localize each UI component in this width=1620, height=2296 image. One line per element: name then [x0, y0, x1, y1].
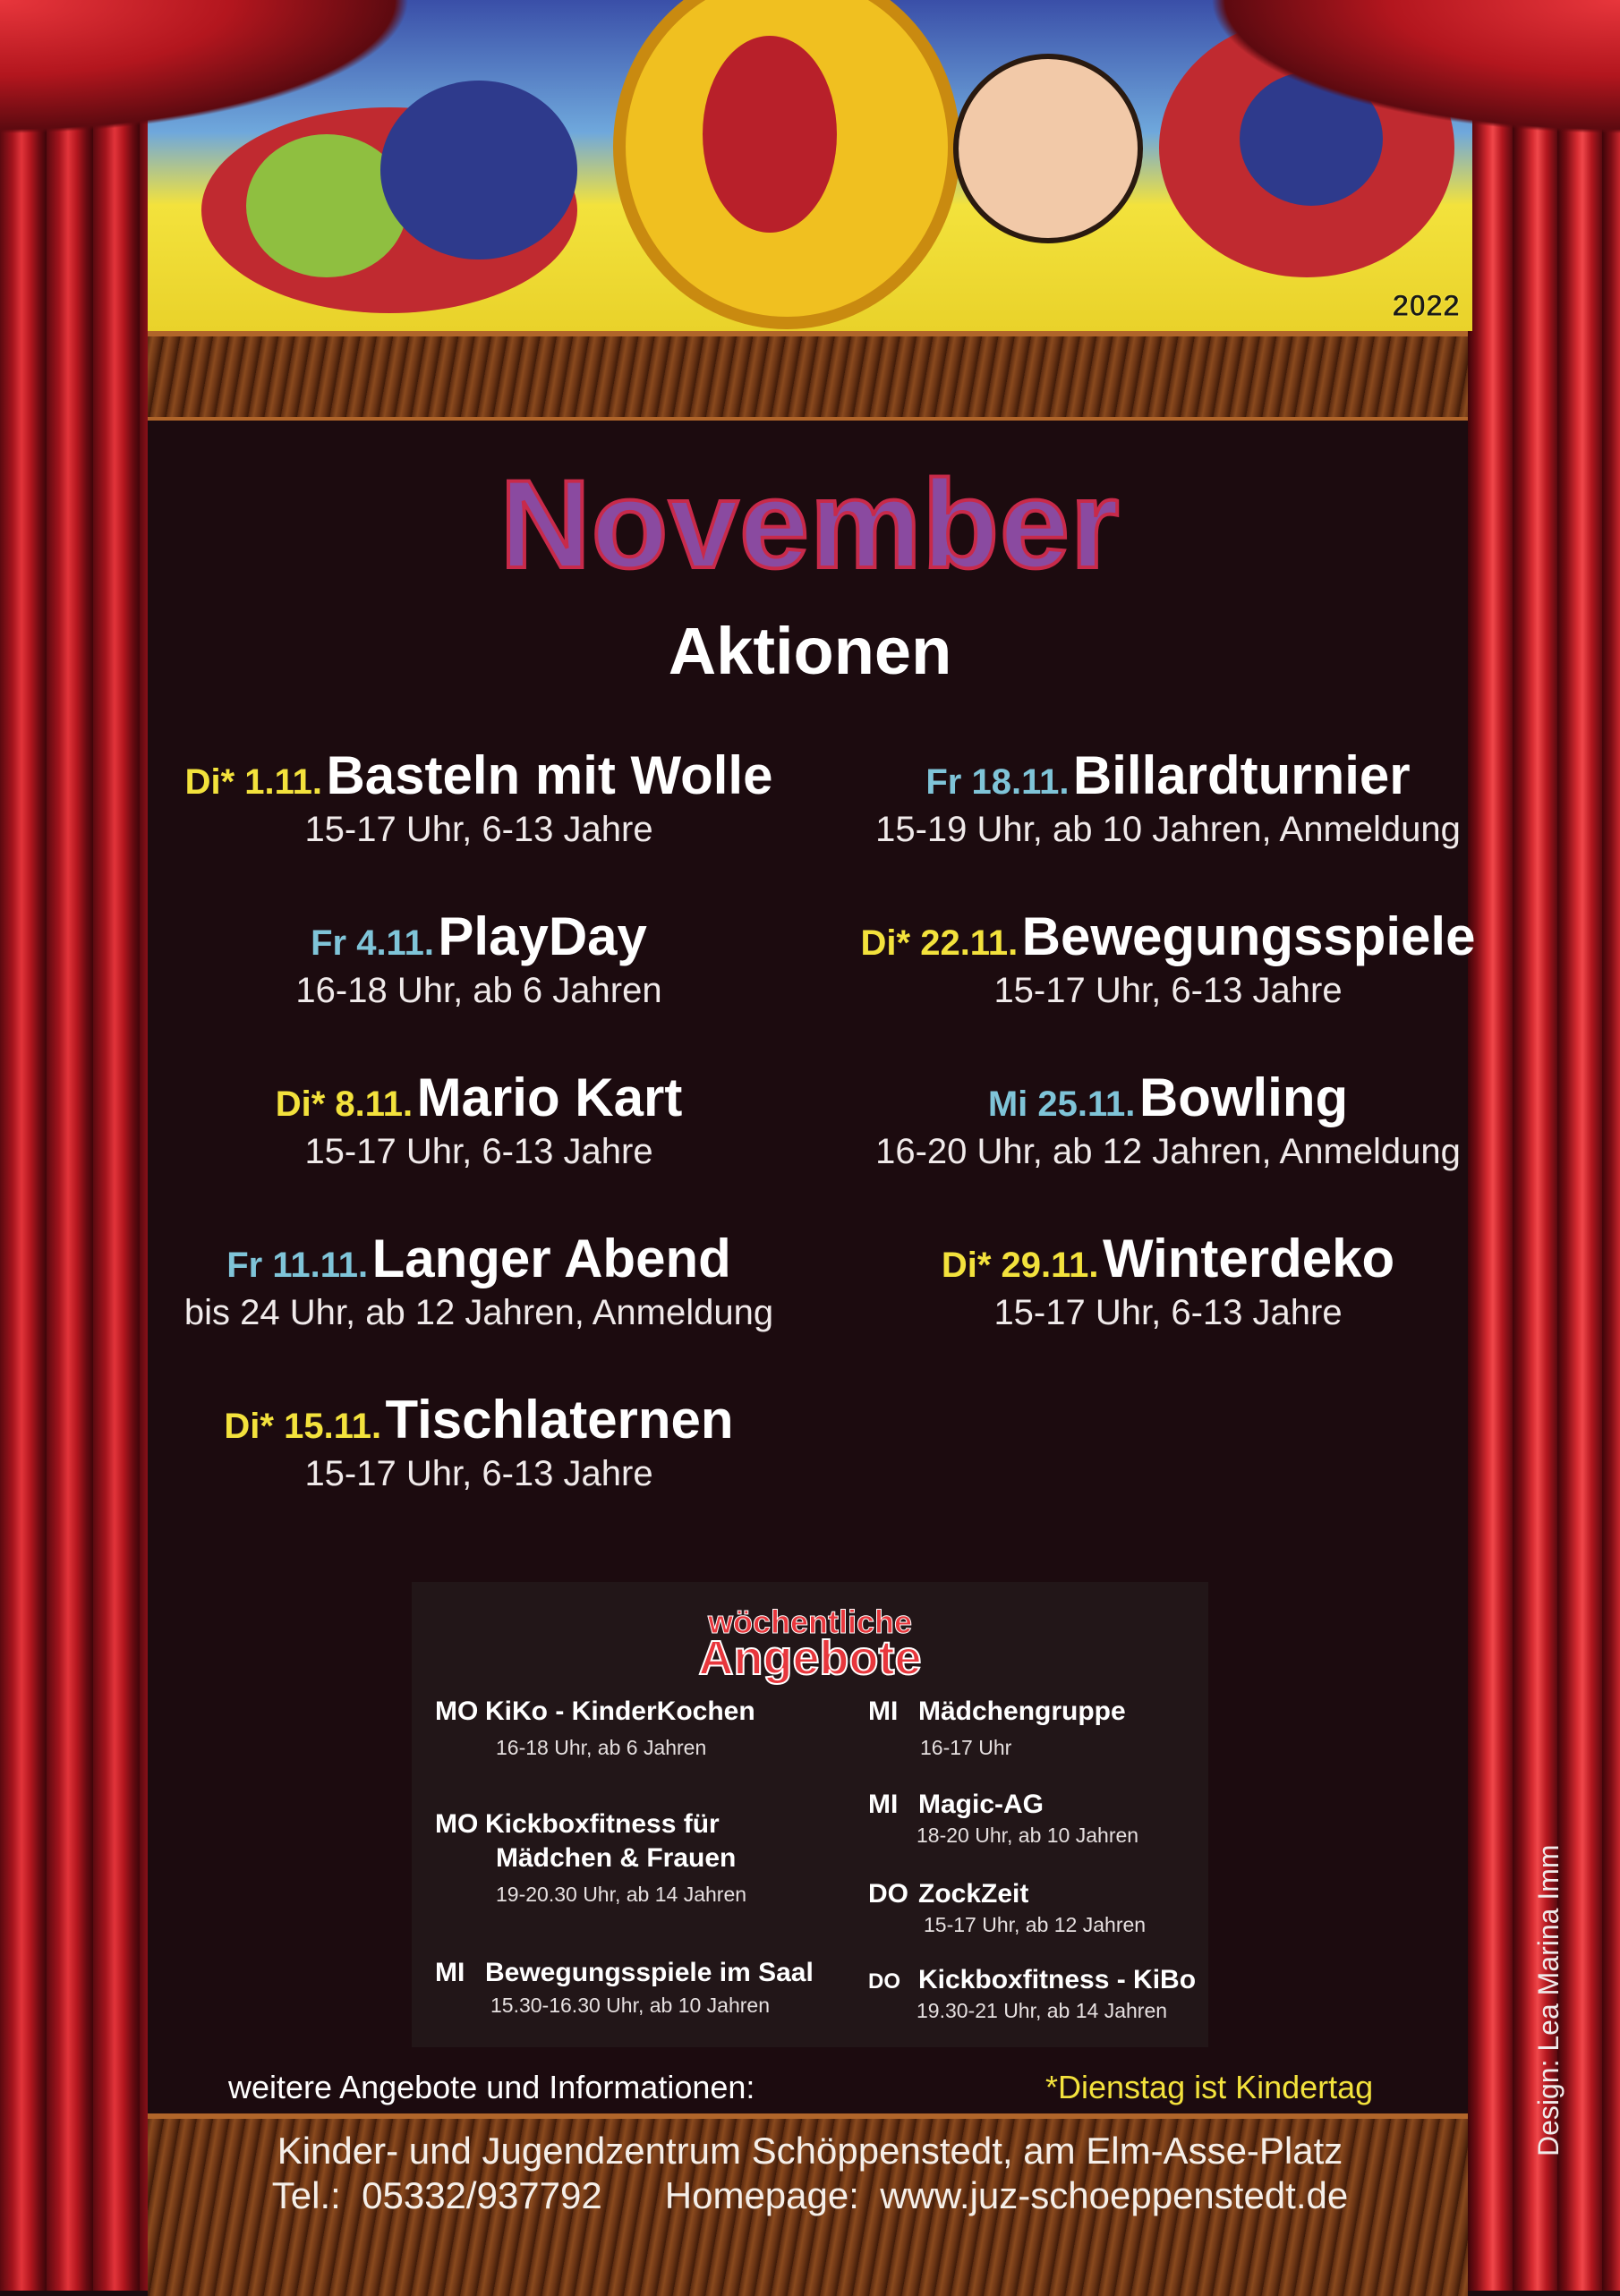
event-info: 15-17 Uhr, 6-13 Jahre: [993, 1293, 1343, 1332]
weekly-item: [435, 1958, 814, 2018]
weekly-label: ZockZeit: [918, 1879, 1029, 1909]
weekly-item: [435, 1809, 746, 1907]
weekly-label: Kickboxfitness für: [485, 1809, 720, 1839]
weekly-item: [868, 1965, 1196, 2023]
event-date: Fr 11.11.: [226, 1246, 369, 1285]
event-item: [148, 1389, 810, 1494]
weekly-label: Bewegungsspiele im Saal: [485, 1958, 814, 1987]
phone-number: 05332/937792: [362, 2174, 602, 2216]
event-name: Mario Kart: [416, 1067, 683, 1127]
weekly-time: 18-20 Uhr, ab 10 Jahren: [917, 1824, 1139, 1847]
weekly-day: DO: [868, 1969, 900, 1994]
event-name: Basteln mit Wolle: [326, 745, 773, 805]
event-item: [148, 1067, 810, 1172]
weekly-time: 16-18 Uhr, ab 6 Jahren: [496, 1736, 707, 1759]
weekly-title-small: wöchentliche: [707, 1603, 913, 1640]
event-name: PlayDay: [438, 906, 647, 966]
weekly-day: MI: [868, 1696, 899, 1726]
weekly-day: MO: [435, 1696, 479, 1726]
footer-contact: [0, 2174, 1620, 2217]
event-name: Langer Abend: [371, 1229, 731, 1288]
event-item: [810, 906, 1526, 1011]
event-name: Winterdeko: [1102, 1229, 1395, 1288]
event-info: 15-17 Uhr, 6-13 Jahre: [304, 1454, 653, 1493]
weekly-time: 15.30-16.30 Uhr, ab 10 Jahren: [490, 1994, 771, 2017]
weekly-time: 15-17 Uhr, ab 12 Jahren: [924, 1913, 1147, 1936]
weekly-title-big: Angebote: [698, 1631, 922, 1685]
event-item: [810, 1067, 1526, 1172]
phone-label: Tel.:: [271, 2174, 341, 2216]
event-info: 15-19 Uhr, ab 10 Jahren, Anmeldung: [875, 810, 1461, 849]
event-item: [148, 906, 810, 1011]
weekly-label: KiKo - KinderKochen: [485, 1696, 755, 1726]
weekly-item: [868, 1790, 1138, 1848]
event-date: Di* 1.11.: [184, 762, 322, 802]
event-info: 16-18 Uhr, ab 6 Jahren: [295, 971, 662, 1010]
weekly-day: MI: [868, 1790, 899, 1819]
more-info-text: weitere Angebote und Informationen:: [228, 2069, 755, 2105]
event-date: Mi 25.11.: [987, 1084, 1136, 1124]
homepage-link[interactable]: www.juz-schoeppenstedt.de: [880, 2174, 1349, 2216]
weekly-label: Magic-AG: [918, 1790, 1044, 1819]
event-info: 16-20 Uhr, ab 12 Jahren, Anmeldung: [875, 1132, 1461, 1171]
wood-trim-top: [148, 331, 1468, 421]
design-credit: Design: Lea Marina Imm: [1532, 1844, 1565, 2156]
weekly-item: [868, 1879, 1146, 1937]
weekly-time: 19-20.30 Uhr, ab 14 Jahren: [496, 1883, 747, 1906]
event-item: [810, 1228, 1526, 1333]
weekly-day: MO: [435, 1809, 479, 1839]
event-info: 15-17 Uhr, 6-13 Jahre: [304, 1132, 653, 1171]
event-info: 15-17 Uhr, 6-13 Jahre: [993, 971, 1343, 1010]
left-curtain-valance: [0, 0, 465, 152]
weekly-label-line2: Mädchen & Frauen: [496, 1843, 737, 1873]
weekly-day: MI: [435, 1958, 465, 1987]
event-date: Fr 4.11.: [311, 923, 434, 963]
event-info: bis 24 Uhr, ab 12 Jahren, Anmeldung: [183, 1293, 774, 1332]
event-date: Fr 18.11.: [925, 762, 1070, 802]
kindertag-note: *Dienstag ist Kindertag: [1045, 2069, 1374, 2105]
event-name: Billardturnier: [1072, 745, 1411, 805]
weekly-label: Kickboxfitness - KiBo: [918, 1965, 1197, 1994]
section-subtitle: Aktionen: [668, 614, 952, 688]
month-title: November: [499, 454, 1121, 594]
footer-address: Kinder- und Jugendzentrum Schöppenstedt, am Elm-Asse-Platz: [277, 2130, 1343, 2172]
weekly-item: [435, 1696, 755, 1760]
event-name: Bowling: [1138, 1067, 1349, 1127]
homepage-label: Homepage:: [664, 2174, 859, 2216]
weekly-day: DO: [868, 1879, 908, 1909]
event-item: [810, 744, 1526, 850]
event-name: Bewegungsspiele: [1021, 906, 1476, 966]
weekly-time: 19.30-21 Uhr, ab 14 Jahren: [917, 1999, 1168, 2022]
event-info: 15-17 Uhr, 6-13 Jahre: [304, 810, 653, 849]
weekly-offers-box: [412, 1582, 1208, 2047]
event-name: Tischlaternen: [385, 1390, 734, 1450]
event-date: Di* 29.11.: [941, 1246, 1099, 1285]
event-item: [148, 744, 810, 850]
event-date: Di* 8.11.: [275, 1084, 414, 1124]
weekly-item: [868, 1696, 1126, 1760]
weekly-time: 16-17 Uhr: [920, 1736, 1012, 1759]
weekly-label: Mädchengruppe: [918, 1696, 1126, 1726]
left-curtain: [0, 0, 148, 2291]
event-item: [148, 1228, 810, 1333]
year-label: 2022: [1392, 289, 1460, 323]
event-date: Di* 15.11.: [224, 1407, 382, 1446]
event-date: Di* 22.11.: [860, 923, 1019, 963]
right-curtain-valance: [1155, 0, 1620, 152]
